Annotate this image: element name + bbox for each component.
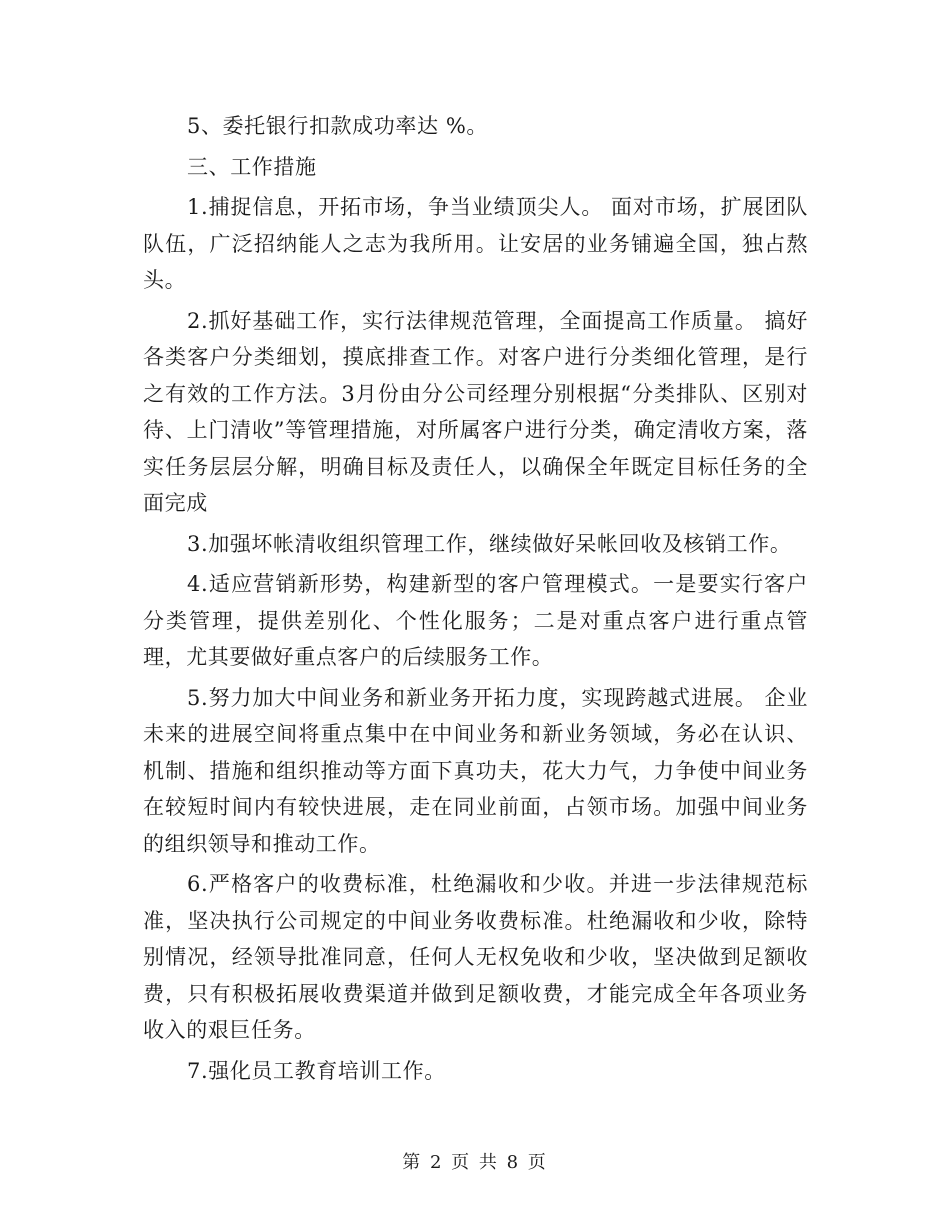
section-heading-work-measures: 三、工作措施 <box>187 154 317 179</box>
paragraph-measure-7: 7.强化员工教育培训工作。 <box>187 1058 446 1083</box>
paragraph-measure-2: 2.抓好基础工作，实行法律规范管理，全面提高工作质量。 搞好各类客户分类细划，摸底排查工作。对客户进行分类细化管理，是行之有效的工作方法。3月份由分公司经理分别根据“分类排队、区别对待、上门清收”等管理措施，对所属客户进行分类，确定清收方案，落实任务层层分解，明确目标及责任人，以确保全年既定目标任务的全面完成 <box>143 308 808 515</box>
paragraph-measure-6: 6.严格客户的收费标准，杜绝漏收和少收。并进一步法律规范标准，坚决执行公司规定的中间业务收费标准。杜绝漏收和少收，除特别情况，经领导批准同意，任何人无权免收和少收，坚决做到足额收费，只有积极拓展收费渠道并做到足额收费，才能完成全年各项业务收入的艰巨任务。 <box>143 872 808 1042</box>
paragraph-target-item-5: 5、委托银行扣款成功率达 %。 <box>187 114 488 138</box>
paragraph-measure-4: 4.适应营销新形势，构建新型的客户管理模式。一是要实行客户分类管理，提供差别化、个性化服务；二是对重点客户进行重点管理，尤其要做好重点客户的后续服务工作。 <box>143 572 808 669</box>
document-body <box>143 108 808 1093</box>
page-number-footer: 第 2 页 共 8 页 <box>402 1152 548 1173</box>
paragraph-measure-5: 5.努力加大中间业务和新业务开拓力度，实现跨越式进展。 企业未来的进展空间将重点集中在中间业务和新业务领域，务必在认识、机制、措施和组织推动等方面下真功夫，花大力气，力争使中间业务在较短时间内有较快进展，走在同业前面，占领市场。加强中间业务的组织领导和推动工作。 <box>143 685 808 856</box>
paragraph-measure-3: 3.加强坏帐清收组织管理工作，继续做好呆帐回收及核销工作。 <box>187 531 792 556</box>
paragraph-measure-1: 1.捕捉信息，开拓市场，争当业绩顶尖人。 面对市场，扩展团队队伍，广泛招纳能人之志为我所用。让安居的业务铺遍全国，独占熬头。 <box>143 195 808 292</box>
